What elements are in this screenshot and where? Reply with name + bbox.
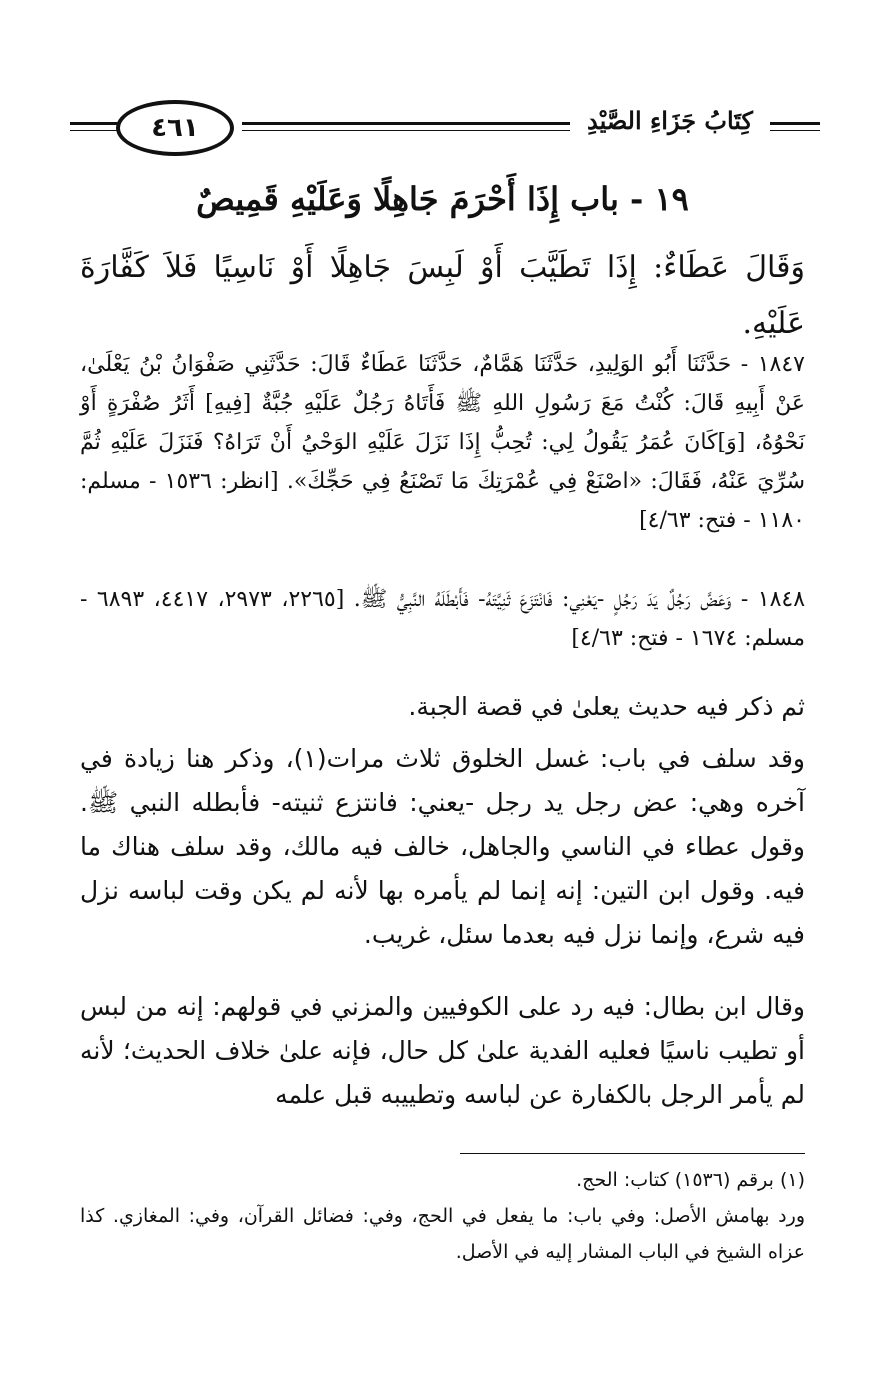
commentary-paragraph-3: وقال ابن بطال: فيه رد على الكوفيين والمزني في قولهم: إنه من لبس أو تطيب ناسيًا فعليه الفدية علىٰ كل حال، فإنه علىٰ خلاف الحديث؛ لأنه لم يأمر الرجل بالكفارة عن لباسه وتطييبه قبل علمه (80, 992, 805, 1109)
commentary-paragraph-2: وقد سلف في باب: غسل الخلوق ثلاث مرات(١)، وذكر هنا زيادة في آخره وهي: عض رجل يد رجل -يعني: فانتزع ثنيته- فأبطله النبي ﷺ. وقول عطاء في الناسي والجاهل، خالف فيه مالك، وقد سلف هناك ما فيه. وقول ابن التين: إنه إنما لم يأمره بها لأنه لم يكن وقت لباسه نزل فيه شرع، وإنما نزل فيه بعدما سئل، غريب. (80, 744, 805, 949)
footnote-1: (١) برقم (١٥٣٦) كتاب: الحج. (576, 1169, 805, 1191)
book-title: كِتَابُ جَزَاءِ الصَّيْدِ (570, 106, 770, 135)
page-header (70, 100, 820, 162)
chapter-heading: ١٩ - باب إِذَا أَحْرَمَ جَاهِلًا وَعَلَيْهِ قَمِيصٌ (196, 180, 689, 218)
footnote-margin-note: ورد بهامش الأصل: وفي باب: ما يفعل في الحج، وفي: فضائل القرآن، وفي: المغازي. كذا عزاه الشيخ في الباب المشار إليه في الأصل. (80, 1205, 805, 1263)
page-number: ٤٦١ (116, 100, 234, 156)
footnote-separator (460, 1153, 805, 1154)
footnotes (80, 1162, 805, 1270)
hadith-1848: ١٨٤٨ - وَعَضَّ رَجُلٌ يَدَ رَجُلٍ -يَعْنِي: فَانْتَزَعَ ثَنِيَّتَهُ- فَأَبْطَلَهُ النَّبِيُّ ﷺ. [٢٢٦٥، ٢٩٧٣، ٤٤١٧، ٦٨٩٣ - مسلم: ١٦٧٤ - فتح: ٤/٦٣] (80, 587, 806, 651)
commentary-paragraph-1: ثم ذكر فيه حديث يعلىٰ في قصة الجبة. (408, 692, 805, 721)
ata-quote: وَقَالَ عَطَاءٌ: إِذَا تَطَيَّبَ أَوْ لَبِسَ جَاهِلًا أَوْ نَاسِيًا فَلاَ كَفَّارَةَ عَلَيْهِ. (80, 250, 805, 341)
hadith-1847: ١٨٤٧ - حَدَّثَنَا أَبُو الوَلِيدِ، حَدَّثَنَا هَمَّامٌ، حَدَّثَنَا عَطَاءٌ قَالَ: حَدَّثَنِي صَفْوَانُ بْنُ يَعْلَىٰ، عَنْ أَبِيهِ قَالَ: كُنْتُ مَعَ رَسُولِ اللهِ ﷺ فَأَتَاهُ رَجُلٌ عَلَيْهِ جُبَّةٌ [فِيهِ] أَثَرُ صُفْرَةٍ أَوْ نَحْوُهُ، [وَ]كَانَ عُمَرُ يَقُولُ لِي: تُحِبُّ إِذَا نَزَلَ عَلَيْهِ الوَحْيُ أَنْ تَرَاهُ؟ فَنَزَلَ عَلَيْهِ ثُمَّ سُرِّيَ عَنْهُ، فَقَالَ: «اصْنَعْ فِي عُمْرَتِكَ مَا تَصْنَعُ فِي حَجِّكَ». [انظر: ١٥٣٦ - مسلم: ١١٨٠ - فتح: ٤/٦٣] (80, 352, 806, 533)
